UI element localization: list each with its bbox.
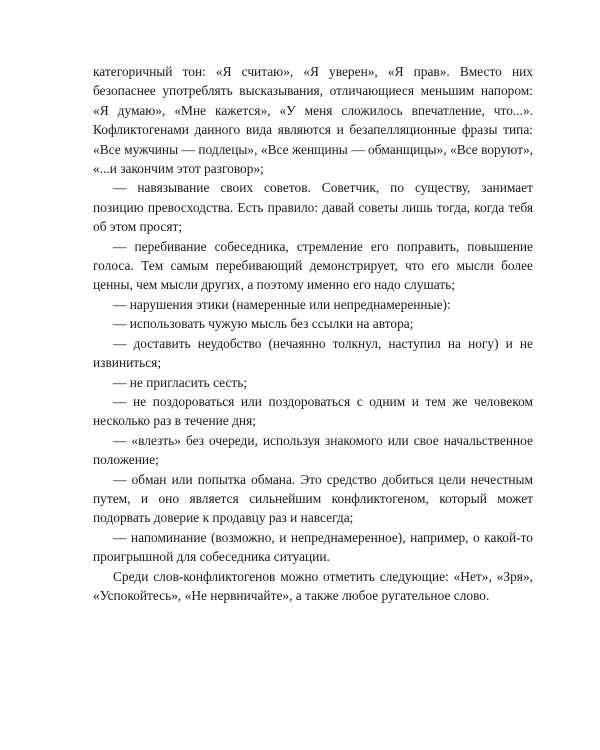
paragraph-inconvenience: — доставить неудобство (нечаянно толкнул, наступил на ногу) и не извиниться;: [93, 335, 533, 371]
paragraph-borrow-idea: — использовать чужую мысль без ссылки на автора;: [113, 316, 414, 332]
paragraph-greeting: — не поздороваться или поздороваться с одним и тем же человеком несколько раз в течение дня;: [93, 393, 533, 429]
paragraph-conflict-words: Среди слов-конфликтогенов можно отметить следующие: «Нет», «Зря», «Успокойтесь», «Не нервничайте», а также любое ругательное слово.: [93, 568, 533, 603]
paragraph-ethics: — нарушения этики (намеренные или непреднамеренные):: [113, 296, 451, 312]
paragraph-reminder: — напоминание (возможно, и непреднамеренное), например, о какой-то проигрышной для собеседника ситуации.: [93, 529, 533, 565]
paragraph-no-seat: — не пригласить сесть;: [113, 374, 248, 390]
paragraph-queue: — «влезть» без очереди, используя знакомого или свое начальственное положение;: [93, 432, 533, 468]
paragraph-advice: — навязывание своих советов. Советчик, по существу, занимает позицию превосходства. Есть правило: давай советы лишь тогда, когда тебя об этом просят;: [93, 180, 533, 235]
paragraph-interrupting: — перебивание собеседника, стремление его поправить, повышение голоса. Тем самым перебивающий демонстрирует, что его мысли более ценны, чем мысли других, а поэтому именно его надо слушать;: [93, 238, 533, 293]
paragraph-conflictogens-categorical: категоричный тон: «Я считаю», «Я уверен», «Я прав». Вместо них безопаснее употреблять высказывания, отличающиеся меньшим напором: «Я думаю», «Мне кажется», «У меня сложилось впечатление, что...». Кофликтогенами данного вида являются и безапелляционные фразы типа: «Все мужчины — подлецы», «Все женщины — обманщицы», «Все воруют», «...и закончим этот разговор»;: [93, 64, 533, 177]
page-body: [93, 62, 533, 605]
paragraph-deception: — обман или попытка обмана. Это средство добиться цели нечестным путем, и оно является сильнейшим конфликтогеном, который может подорвать доверие к продавцу раз и навсегда;: [93, 471, 533, 526]
